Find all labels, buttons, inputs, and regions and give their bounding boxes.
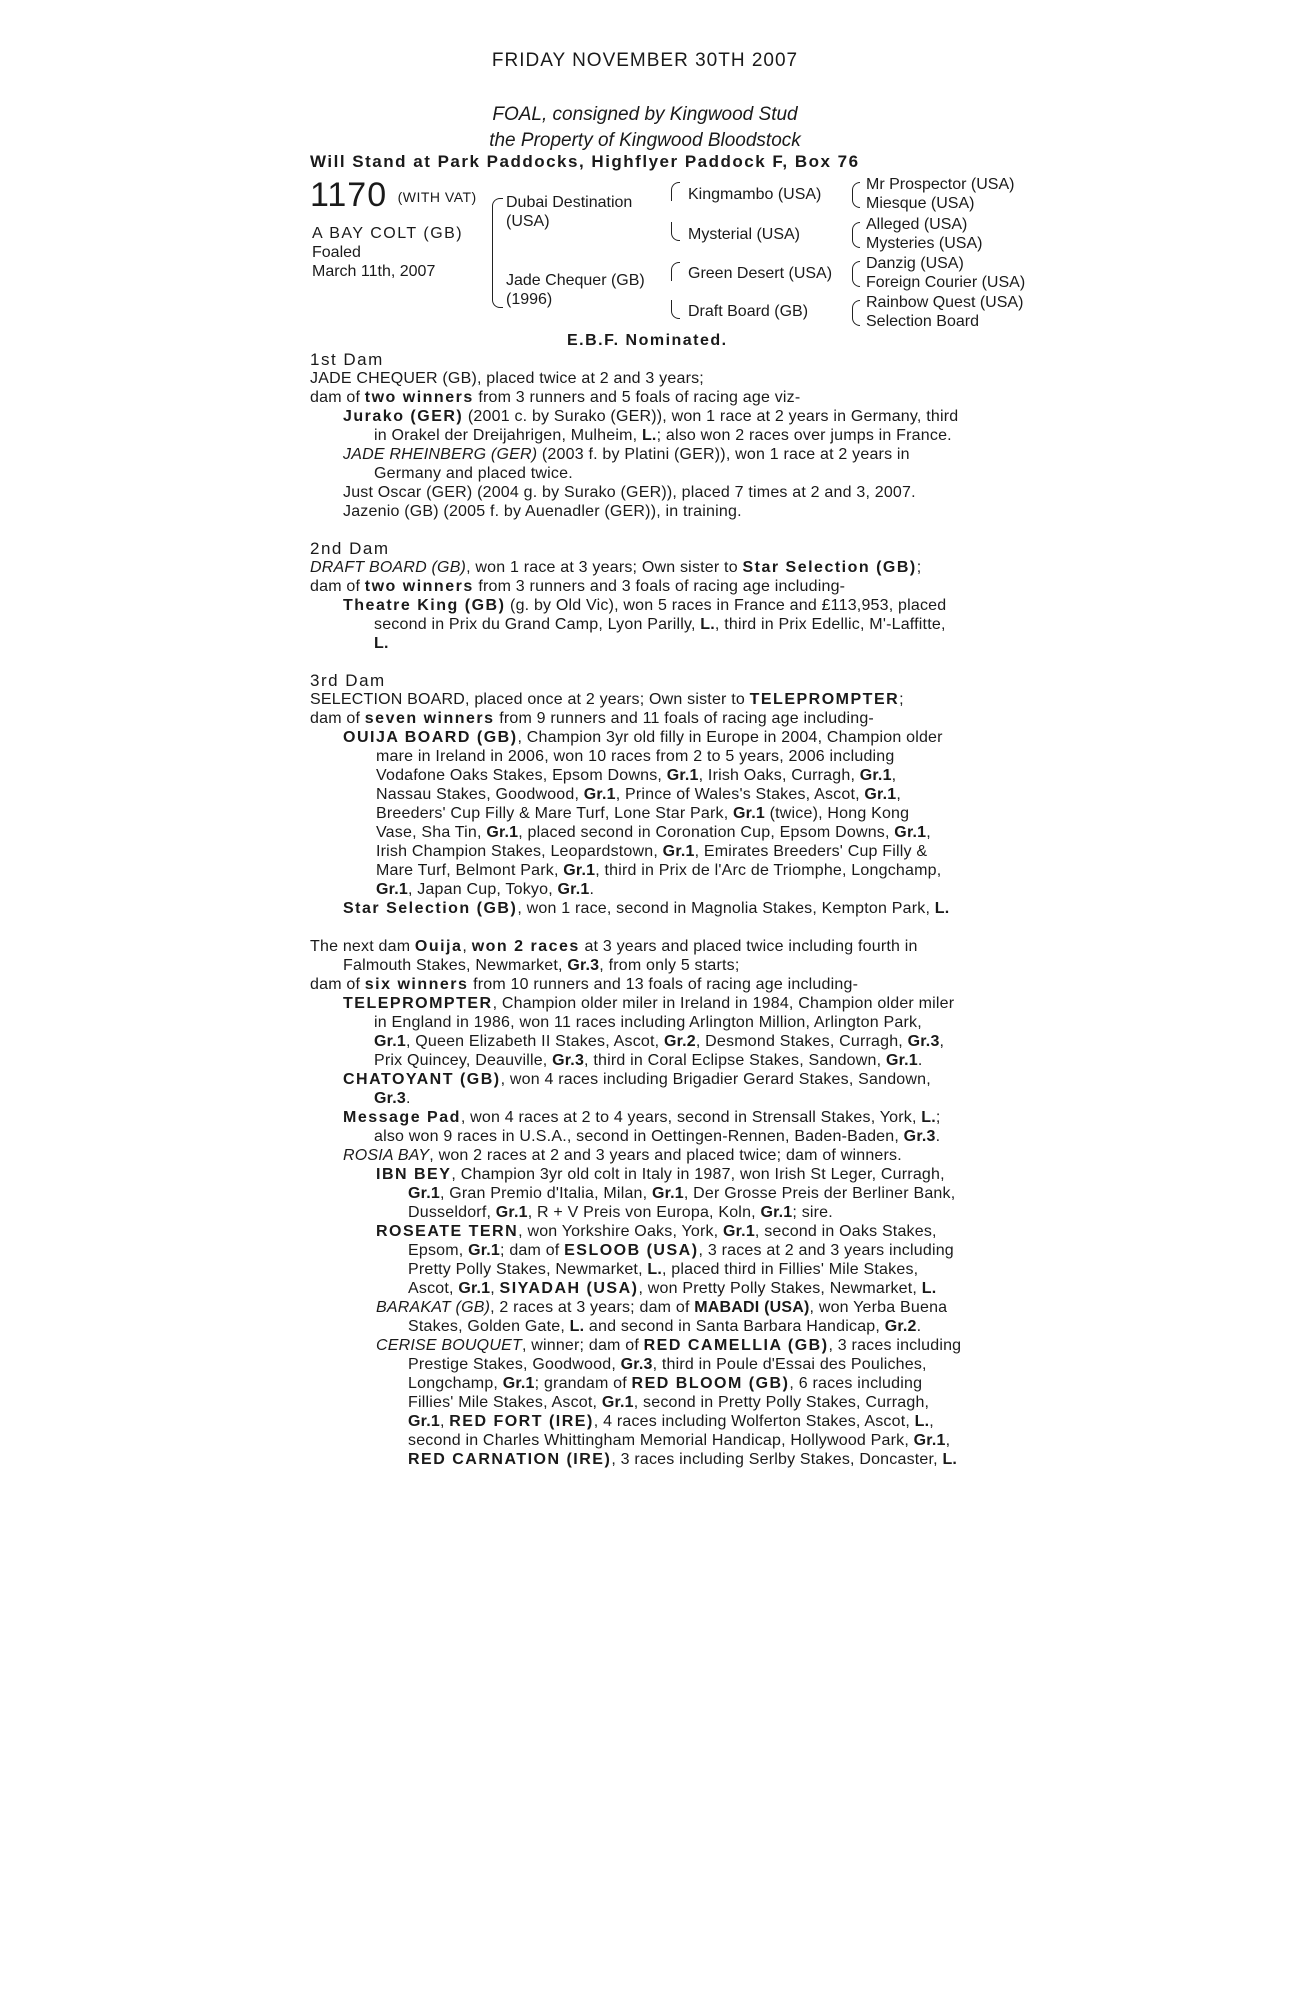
text-line: in Orakel der Dreijahrigen, Mulheim, L.; also won 2 races over jumps in France. — [374, 427, 952, 444]
pedigree-brace-dam-top — [671, 262, 680, 281]
text-line: dam of seven winners from 9 runners and 11 foals of racing age including- — [310, 710, 874, 727]
text-line: The next dam Ouija, won 2 races at 3 years and placed twice including fourth in — [310, 938, 918, 955]
stand-location: Will Stand at Park Paddocks, Highflyer Paddock F, Box 76 — [310, 152, 860, 171]
text-line: Jazenio (GB) (2005 f. by Auenadler (GER)), in training. — [343, 503, 742, 520]
text-line: CHATOYANT (GB), won 4 races including Brigadier Gerard Stakes, Sandown, — [343, 1071, 931, 1088]
text-line: dam of two winners from 3 runners and 3 foals of racing age including- — [310, 578, 846, 595]
text-line: JADE CHEQUER (GB), placed twice at 2 and 3 years; — [310, 370, 704, 387]
text-line: Gr.1, Japan Cup, Tokyo, Gr.1. — [376, 881, 595, 898]
pedigree-sire: Dubai Destination (USA) — [506, 194, 633, 230]
text-line: SELECTION BOARD, placed once at 2 years; Own sister to TELEPROMPTER; — [310, 691, 904, 708]
pedigree-brace-g4 — [852, 300, 860, 326]
text-line: Vodafone Oaks Stakes, Epsom Downs, Gr.1, Irish Oaks, Curragh, Gr.1, — [376, 767, 897, 784]
pedigree-brace-sire-top — [671, 182, 680, 201]
pedigree-brace-sire-bottom — [671, 222, 680, 241]
text-line: Theatre King (GB) (g. by Old Vic), won 5 races in France and £113,953, placed — [343, 597, 947, 614]
text-line: second in Charles Whittingham Memorial Handicap, Hollywood Park, Gr.1, — [408, 1432, 951, 1449]
text-line: IBN BEY, Champion 3yr old colt in Italy in 1987, won Irish St Leger, Curragh, — [376, 1166, 945, 1183]
text-line: Germany and placed twice. — [374, 465, 573, 482]
text-line: Gr.3. — [374, 1090, 411, 1107]
text-line: Message Pad, won 4 races at 2 to 4 years, second in Strensall Stakes, York, L.; — [343, 1109, 941, 1126]
pedigree-dds: Rainbow Quest (USA) — [866, 294, 1024, 311]
text-line: Irish Champion Stakes, Leopardstown, Gr.1, Emirates Breeders' Cup Filly & — [376, 843, 928, 860]
first-dam-heading: 1st Dam — [310, 350, 384, 369]
text-line: Vase, Sha Tin, Gr.1, placed second in Coronation Cup, Epsom Downs, Gr.1, — [376, 824, 931, 841]
property-line: the Property of Kingwood Bloodstock — [489, 130, 801, 151]
pedigree-dam: Jade Chequer (GB) (1996) — [506, 272, 645, 308]
pedigree-sire-dam: Mysterial (USA) — [688, 226, 801, 243]
pedigree-dsd: Foreign Courier (USA) — [866, 274, 1026, 291]
pedigree-sire-sire: Kingmambo (USA) — [688, 186, 822, 203]
text-line: Epsom, Gr.1; dam of ESLOOB (USA), 3 races at 2 and 3 years including — [408, 1242, 954, 1259]
text-line: mare in Ireland in 2006, won 10 races from 2 to 5 years, 2006 including — [376, 748, 895, 765]
text-line: TELEPROMPTER, Champion older miler in Ireland in 1984, Champion older miler — [343, 995, 955, 1012]
pedigree-sds: Alleged (USA) — [866, 216, 968, 233]
text-line: Mare Turf, Belmont Park, Gr.1, third in Prix de l'Arc de Triomphe, Longchamp, — [376, 862, 942, 879]
pedigree-brace-dam-bottom — [671, 300, 680, 319]
text-line: Ascot, Gr.1, SIYADAH (USA), won Pretty Polly Stakes, Newmarket, L. — [408, 1280, 937, 1297]
text-line: L. — [374, 635, 389, 652]
text-line: also won 9 races in U.S.A., second in Oettingen-Rennen, Baden-Baden, Gr.3. — [374, 1128, 941, 1145]
ebf-note: E.B.F. Nominated. — [567, 332, 728, 349]
page-date: FRIDAY NOVEMBER 30TH 2007 — [491, 50, 799, 71]
text-line: CERISE BOUQUET, winner; dam of RED CAMELLIA (GB), 3 races including — [376, 1337, 962, 1354]
text-line: ROSIA BAY, won 2 races at 2 and 3 years and placed twice; dam of winners. — [343, 1147, 902, 1164]
text-line: Pretty Polly Stakes, Newmarket, L., placed third in Fillies' Mile Stakes, — [408, 1261, 919, 1278]
text-line: Falmouth Stakes, Newmarket, Gr.3, from only 5 starts; — [343, 957, 740, 974]
pedigree-dam-dam: Draft Board (GB) — [688, 303, 809, 320]
text-line: JADE RHEINBERG (GER) (2003 f. by Platini (GER)), won 1 race at 2 years in — [343, 446, 910, 463]
text-line: Star Selection (GB), won 1 race, second in Magnolia Stakes, Kempton Park, L. — [343, 900, 950, 917]
text-line: OUIJA BOARD (GB), Champion 3yr old filly in Europe in 2004, Champion older — [343, 729, 943, 746]
text-line: Stakes, Golden Gate, L. and second in Santa Barbara Handicap, Gr.2. — [408, 1318, 922, 1335]
lot-number: 1170 (WITH VAT) — [310, 176, 477, 214]
text-line: dam of six winners from 10 runners and 13 foals of racing age including- — [310, 976, 859, 993]
pedigree-brace-g3 — [852, 261, 860, 287]
text-line: Gr.1, Queen Elizabeth II Stakes, Ascot, Gr.2, Desmond Stakes, Curragh, Gr.3, — [374, 1033, 945, 1050]
pedigree-ssd: Miesque (USA) — [866, 195, 975, 212]
text-line: Fillies' Mile Stakes, Ascot, Gr.1, second in Pretty Polly Stakes, Curragh, — [408, 1394, 930, 1411]
text-line: dam of two winners from 3 runners and 5 foals of racing age viz- — [310, 389, 801, 406]
foaled-label: Foaled — [312, 244, 361, 261]
pedigree-dam-sire: Green Desert (USA) — [688, 265, 833, 282]
text-line: BARAKAT (GB), 2 races at 3 years; dam of MABADI (USA), won Yerba Buena — [376, 1299, 948, 1316]
text-line: second in Prix du Grand Camp, Lyon Parilly, L., third in Prix Edellic, M'-Laffitte, — [374, 616, 946, 633]
text-line: RED CARNATION (IRE), 3 races including Serlby Stakes, Doncaster, L. — [408, 1451, 958, 1468]
text-line: Gr.1, RED FORT (IRE), 4 races including Wolferton Stakes, Ascot, L., — [408, 1413, 934, 1430]
third-dam-heading: 3rd Dam — [310, 671, 386, 690]
text-line: Nassau Stakes, Goodwood, Gr.1, Prince of Wales's Stakes, Ascot, Gr.1, — [376, 786, 901, 803]
second-dam-heading: 2nd Dam — [310, 539, 390, 558]
pedigree-brace-g1 — [852, 182, 860, 208]
text-line: Longchamp, Gr.1; grandam of RED BLOOM (GB), 6 races including — [408, 1375, 923, 1392]
pedigree-sss: Mr Prospector (USA) — [866, 176, 1015, 193]
foaled-date: March 11th, 2007 — [312, 263, 436, 280]
text-line: DRAFT BOARD (GB), won 1 race at 3 years; Own sister to Star Selection (GB); — [310, 559, 922, 576]
pedigree-brace-g2 — [852, 222, 860, 248]
text-line: Dusseldorf, Gr.1, R + V Preis von Europa, Koln, Gr.1; sire. — [408, 1204, 833, 1221]
text-line: in England in 1986, won 11 races including Arlington Million, Arlington Park, — [374, 1014, 922, 1031]
pedigree-sdd: Mysteries (USA) — [866, 235, 983, 252]
text-line: Prestige Stakes, Goodwood, Gr.3, third in Poule d'Essai des Pouliches, — [408, 1356, 927, 1373]
pedigree-ddd: Selection Board — [866, 313, 979, 330]
text-line: Gr.1, Gran Premio d'Italia, Milan, Gr.1, Der Grosse Preis der Berliner Bank, — [408, 1185, 956, 1202]
pedigree-dss: Danzig (USA) — [866, 255, 964, 272]
consignor-line: FOAL, consigned by Kingwood Stud — [492, 104, 798, 125]
text-line: Prix Quincey, Deauville, Gr.3, third in Coral Eclipse Stakes, Sandown, Gr.1. — [374, 1052, 923, 1069]
pedigree-brace-main — [492, 198, 503, 308]
text-line: Breeders' Cup Filly & Mare Turf, Lone Star Park, Gr.1 (twice), Hong Kong — [376, 805, 910, 822]
text-line: Jurako (GER) (2001 c. by Surako (GER)), won 1 race at 2 years in Germany, third — [343, 408, 959, 425]
text-line: Just Oscar (GER) (2004 g. by Surako (GER)), placed 7 times at 2 and 3, 2007. — [343, 484, 916, 501]
lot-description: A BAY COLT (GB) — [312, 225, 464, 242]
vat-note: (WITH VAT) — [397, 189, 477, 206]
text-line: ROSEATE TERN, won Yorkshire Oaks, York, Gr.1, second in Oaks Stakes, — [376, 1223, 937, 1240]
